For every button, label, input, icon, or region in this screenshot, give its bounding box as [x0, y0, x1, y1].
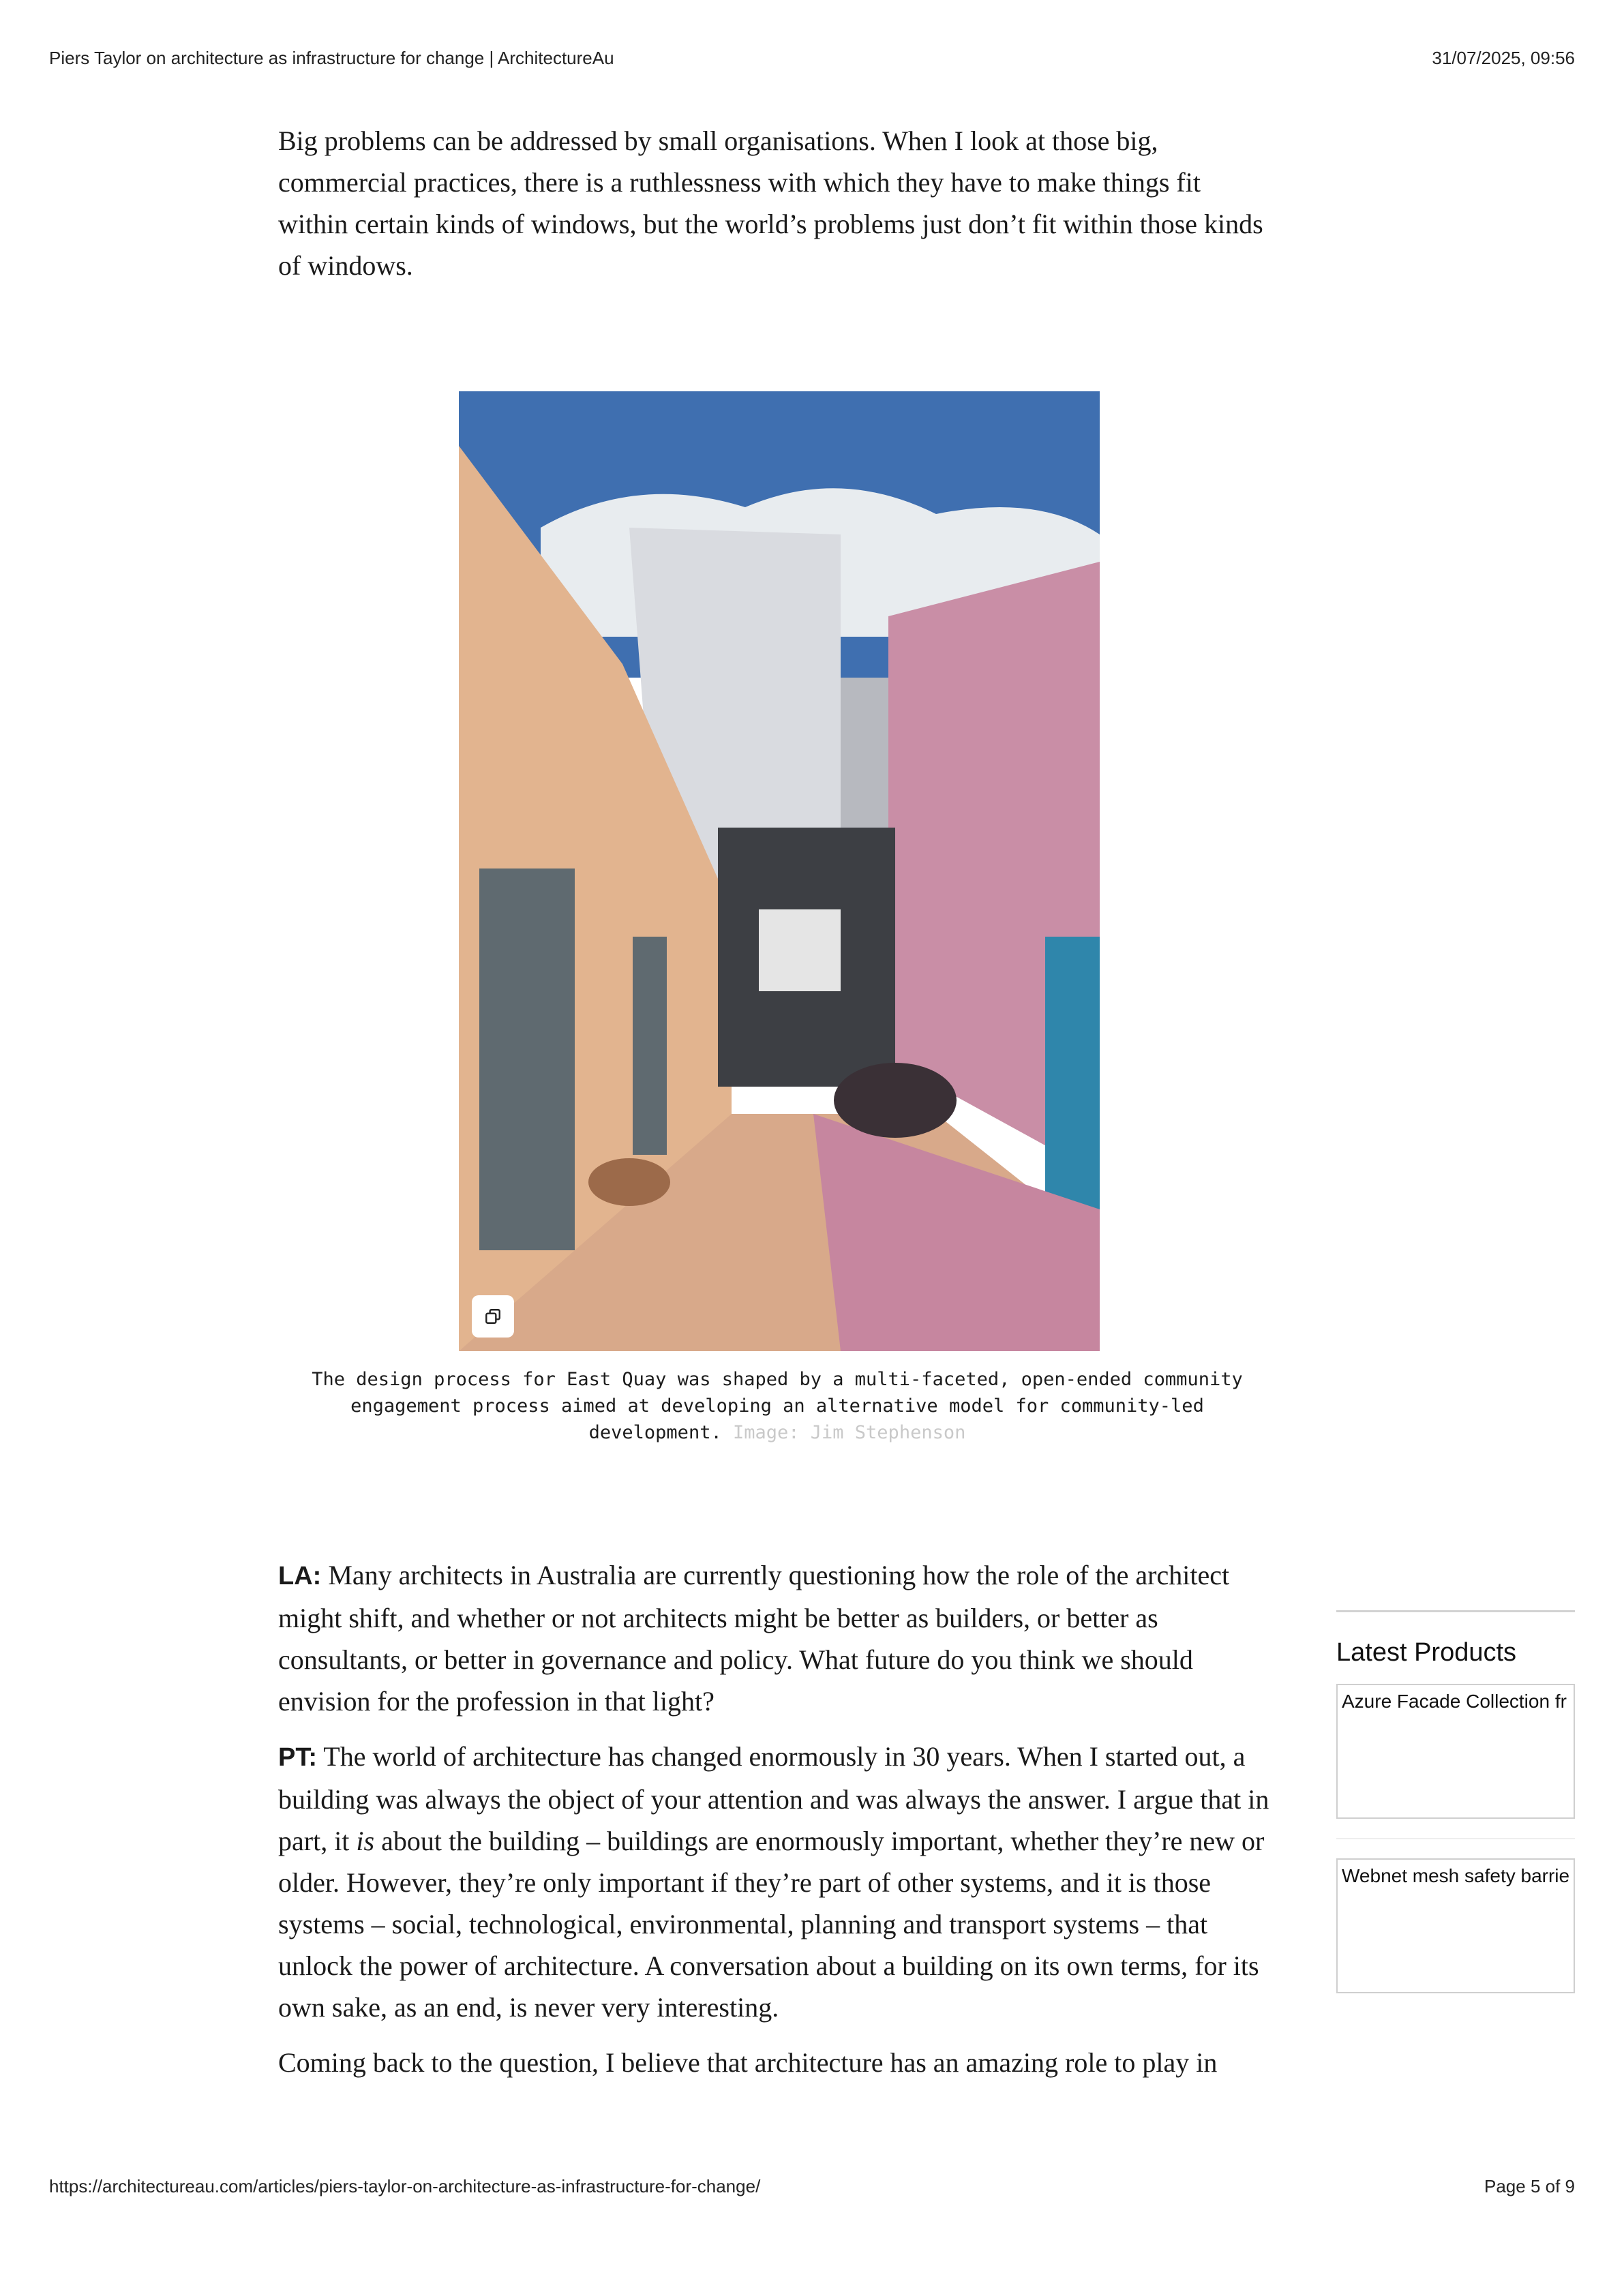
left-window-2: [633, 937, 667, 1155]
question-text: Many architects in Australia are currently questioning how the role of the architect might shift, and whether or not architects might be better as builders, or better as consultants, or better in governance and policy. What future do you think we should envision for the profession in that light?: [278, 1560, 1230, 1717]
product-title[interactable]: Webnet mesh safety barrie: [1342, 1865, 1570, 1886]
expand-image-button[interactable]: [472, 1295, 514, 1338]
article-intro: [278, 120, 1274, 286]
speaker-la: LA:: [278, 1562, 322, 1590]
print-header: [49, 48, 1575, 69]
print-footer: [49, 2176, 1575, 2197]
print-datetime: 31/07/2025, 09:56: [1432, 48, 1575, 68]
seated-people: [834, 1063, 957, 1138]
page-url: https://architectureau.com/articles/piers-taylor-on-architecture-as-infrastructure-for-change/: [49, 2176, 761, 2196]
sidebar-divider: [1336, 1610, 1575, 1612]
speaker-pt: PT:: [278, 1743, 317, 1772]
article-figure: [459, 391, 1100, 1351]
latest-products-sidebar: [1336, 1610, 1575, 1993]
article-qa: [278, 1554, 1274, 2083]
answer-paragraph: [278, 1736, 1274, 2028]
figure-caption: [300, 1366, 1254, 1446]
left-window: [479, 868, 575, 1250]
product-card[interactable]: [1336, 1858, 1575, 1993]
image-credit: Image: Jim Stephenson: [732, 1422, 966, 1443]
answer-emphasis: is: [356, 1826, 375, 1856]
latest-products-heading: Latest Products: [1336, 1638, 1517, 1667]
back-poster: [759, 909, 841, 991]
caption-text: The design process for East Quay was shaped by a multi-faceted, open-ended community engagement process aimed at developing an alternative model for community-led development.: [312, 1369, 1243, 1443]
closing-paragraph: Coming back to the question, I believe that architecture has an amazing role to play in: [278, 2047, 1218, 2078]
copy-icon: [484, 1308, 502, 1325]
product-card[interactable]: [1336, 1684, 1575, 1819]
right-blue-panel: [1045, 937, 1100, 1223]
question-paragraph: [278, 1554, 1274, 1722]
answer-text-2: about the building – buildings are enormously important, whether they’re new or older. However, they’re only important if they’re part of other systems, and it is those systems – social, technological, environmental, planning and transport systems – that unlock the power of architecture. A conversation about a building on its own terms, for its own sake, as an end, is never very interesting.: [278, 1826, 1265, 2023]
page-title: Piers Taylor on architecture as infrastructure for change | ArchitectureAu: [49, 48, 614, 68]
product-title[interactable]: Azure Facade Collection fr: [1342, 1691, 1567, 1712]
card-separator: [1336, 1838, 1575, 1839]
plant-pots: [588, 1158, 670, 1206]
answer-text-1: The world of architecture has changed enormously in 30 years. When I started out, a building was always the object of your attention and was always the answer. I argue that in part, it: [278, 1741, 1269, 1856]
page-number: Page 5 of 9: [1484, 2176, 1575, 2196]
intro-paragraph: Big problems can be addressed by small organisations. When I look at those big, commercial practices, there is a ruthlessness with which they have to make things fit within certain kinds of windows, but the world’s problems just don’t fit within those kinds of windows.: [278, 125, 1263, 281]
east-quay-photo: [459, 391, 1100, 1351]
